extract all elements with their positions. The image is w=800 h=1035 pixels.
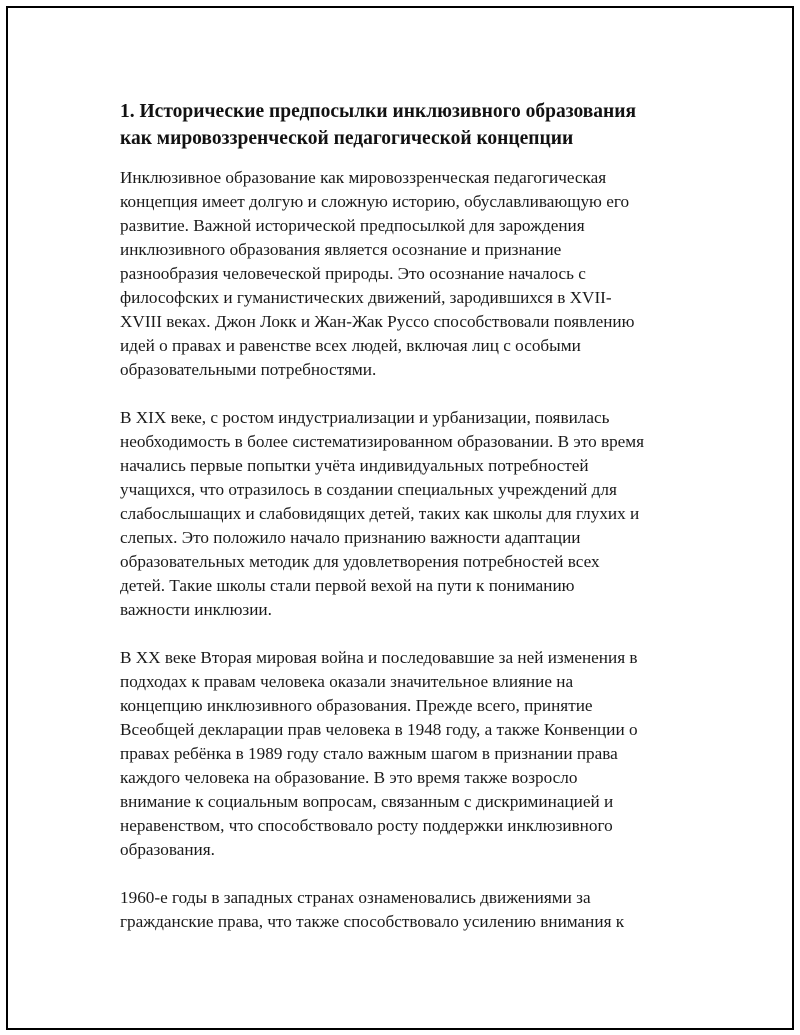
paragraph [120,646,690,862]
text-line: важности инклюзии. [120,600,272,619]
text-line: начались первые попытки учёта индивидуальных потребностей [120,456,589,475]
document-body [120,98,690,958]
text-line: развитие. Важной исторической предпосылкой для зарождения [120,216,585,235]
text-line: слабослышащих и слабовидящих детей, таких как школы для глухих и [120,504,640,523]
text-line: Всеобщей декларации прав человека в 1948 году, а также Конвенции о [120,720,638,739]
text-line: детей. Такие школы стали первой вехой на пути к пониманию [120,576,575,595]
text-line: подходах к правам человека оказали значительное влияние на [120,672,574,691]
paragraph [120,406,690,622]
text-line: В XIX веке, с ростом индустриализации и урбанизации, появилась [120,408,610,427]
text-line: концепцию инклюзивного образования. Прежде всего, принятие [120,696,593,715]
text-line: концепция имеет долгую и сложную историю, обуславливающую его [120,192,630,211]
text-line: философских и гуманистических движений, зародившихся в XVII- [120,288,612,307]
text-line: 1960-е годы в западных странах ознаменовались движениями за [120,888,591,907]
text-line: правах ребёнка в 1989 году стало важным шагом в признании права [120,744,618,763]
heading-line: как мировоззренческой педагогической концепции [120,128,574,149]
paragraph [120,166,690,382]
text-line: внимание к социальным вопросам, связанным с дискриминацией и [120,792,614,811]
text-line: учащихся, что отразилось в создании специальных учреждений для [120,480,617,499]
text-line: идей о правах и равенстве всех людей, включая лиц с особыми [120,336,581,355]
text-line: Инклюзивное образование как мировоззренческая педагогическая [120,168,607,187]
text-line: XVIII веках. Джон Локк и Жан-Жак Руссо способствовали появлению [120,312,635,331]
text-line: разнообразия человеческой природы. Это осознание началось с [120,264,586,283]
text-line: образования. [120,840,215,859]
text-line: слепых. Это положило начало признанию важности адаптации [120,528,581,547]
paragraph [120,886,690,934]
text-line: неравенством, что способствовало росту поддержки инклюзивного [120,816,613,835]
text-line: каждого человека на образование. В это время также возросло [120,768,578,787]
heading-line: 1. Исторические предпосылки инклюзивного образования [120,101,637,122]
text-line: В XX веке Вторая мировая война и последовавшие за ней изменения в [120,648,638,667]
text-line: образовательных методик для удовлетворения потребностей всех [120,552,600,571]
text-line: образовательными потребностями. [120,360,377,379]
document-page [6,6,794,1030]
section-heading [120,98,690,152]
text-line: инклюзивного образования является осознание и признание [120,240,562,259]
text-line: гражданские права, что также способствовало усилению внимания к [120,912,625,931]
text-line: необходимость в более систематизированном образовании. В это время [120,432,645,451]
